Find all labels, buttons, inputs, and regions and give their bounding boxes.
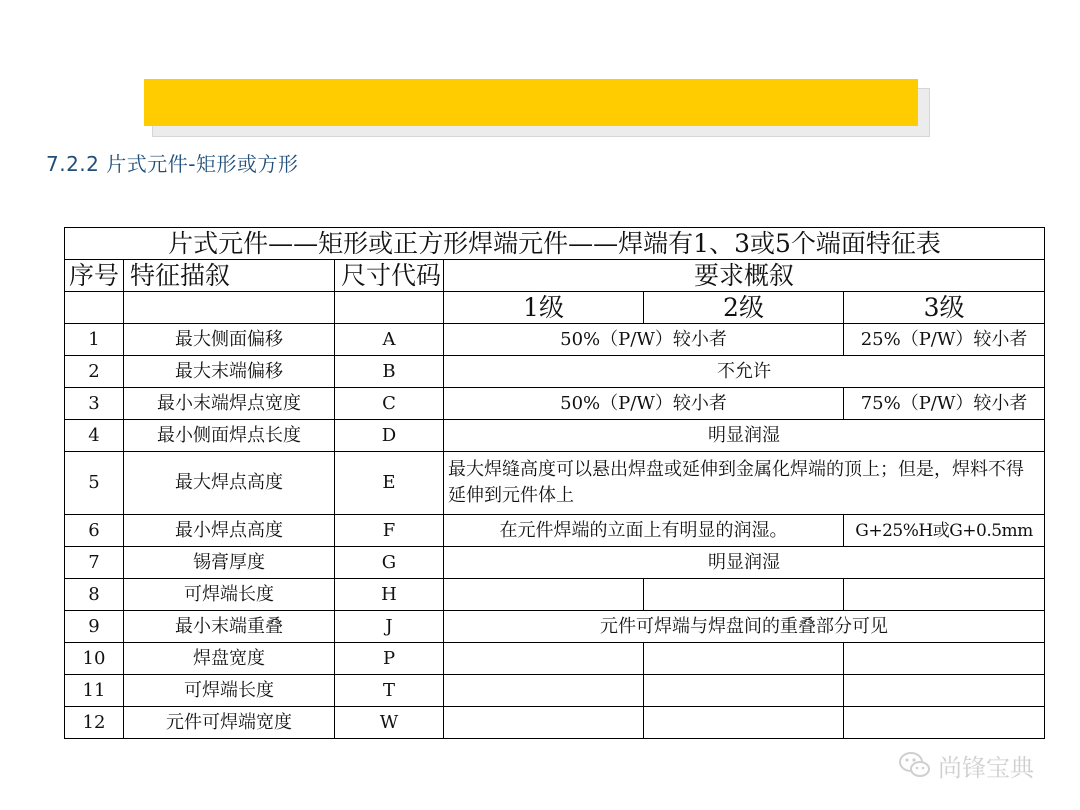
wechat-icon: [898, 750, 932, 780]
empty-cell: [124, 292, 335, 324]
header-level2: 2级: [644, 292, 844, 324]
empty-cell: [644, 707, 844, 739]
row-code: B: [335, 356, 444, 388]
feature-table: [64, 227, 1045, 739]
header-code: 尺寸代码: [335, 260, 444, 292]
row-feature: 最小末端焊点宽度: [124, 388, 335, 420]
watermark: [898, 745, 1034, 785]
table-row: [65, 547, 1045, 579]
row-code: J: [335, 611, 444, 643]
row-feature: 元件可焊端宽度: [124, 707, 335, 739]
row-seq: 10: [65, 643, 124, 675]
row-feature: 锡膏厚度: [124, 547, 335, 579]
title-banner: [144, 79, 918, 126]
row-code: H: [335, 579, 444, 611]
empty-cell: [444, 675, 644, 707]
table-row: [65, 579, 1045, 611]
table-row: [65, 611, 1045, 643]
row-seq: 5: [65, 452, 124, 515]
row-seq: 2: [65, 356, 124, 388]
table-row: [65, 707, 1045, 739]
empty-cell: [644, 643, 844, 675]
table-row: [65, 515, 1045, 547]
table-row: [65, 452, 1045, 515]
empty-cell: [644, 675, 844, 707]
table-row: [65, 388, 1045, 420]
row-seq: 1: [65, 324, 124, 356]
row-code: C: [335, 388, 444, 420]
row-req-all: 不允许: [444, 356, 1045, 388]
row-feature: 最大末端偏移: [124, 356, 335, 388]
row-req-level3: 75%（P/W）较小者: [844, 388, 1045, 420]
row-feature: 可焊端长度: [124, 675, 335, 707]
row-req-level12: 在元件焊端的立面上有明显的润湿。: [444, 515, 844, 547]
row-seq: 4: [65, 420, 124, 452]
table-row: [65, 324, 1045, 356]
row-seq: 8: [65, 579, 124, 611]
table-row: [65, 643, 1045, 675]
table-row: [65, 356, 1045, 388]
row-seq: 3: [65, 388, 124, 420]
empty-cell: [644, 579, 844, 611]
table-title: 片式元件——矩形或正方形焊端元件——焊端有1、3或5个端面特征表: [65, 228, 1045, 260]
row-req-level3: G+25%H或G+0.5mm: [844, 515, 1045, 547]
table-row: [65, 675, 1045, 707]
row-code: E: [335, 452, 444, 515]
row-code: T: [335, 675, 444, 707]
row-req-level3: 25%（P/W）较小者: [844, 324, 1045, 356]
row-seq: 11: [65, 675, 124, 707]
row-code: P: [335, 643, 444, 675]
watermark-text: 尚锋宝典: [938, 753, 1034, 782]
row-code: D: [335, 420, 444, 452]
row-req-all: 明显润湿: [444, 420, 1045, 452]
row-seq: 6: [65, 515, 124, 547]
row-seq: 9: [65, 611, 124, 643]
empty-cell: [444, 707, 644, 739]
header-seq: 序号: [65, 260, 124, 292]
row-req-all: 明显润湿: [444, 547, 1045, 579]
header-feature: 特征描叙: [124, 260, 335, 292]
table-title-row: [65, 228, 1045, 260]
row-feature: 可焊端长度: [124, 579, 335, 611]
header-level3: 3级: [844, 292, 1045, 324]
row-code: G: [335, 547, 444, 579]
empty-cell: [444, 643, 644, 675]
row-seq: 7: [65, 547, 124, 579]
row-req-level12: 50%（P/W）较小者: [444, 388, 844, 420]
row-req-all: 最大焊缝高度可以悬出焊盘或延伸到金属化焊端的顶上；但是，焊料不得延伸到元件体上: [444, 452, 1045, 515]
row-feature: 最小侧面焊点长度: [124, 420, 335, 452]
row-req-all: 元件可焊端与焊盘间的重叠部分可见: [444, 611, 1045, 643]
row-feature: 焊盘宽度: [124, 643, 335, 675]
row-req-level12: 50%（P/W）较小者: [444, 324, 844, 356]
empty-cell: [844, 579, 1045, 611]
header-row: [65, 260, 1045, 292]
empty-cell: [335, 292, 444, 324]
empty-cell: [65, 292, 124, 324]
level-header-row: [65, 292, 1045, 324]
row-code: A: [335, 324, 444, 356]
row-code: F: [335, 515, 444, 547]
row-feature: 最大焊点高度: [124, 452, 335, 515]
row-feature: 最小末端重叠: [124, 611, 335, 643]
row-seq: 12: [65, 707, 124, 739]
row-feature: 最大侧面偏移: [124, 324, 335, 356]
row-code: W: [335, 707, 444, 739]
empty-cell: [844, 675, 1045, 707]
section-title: 7.2.2 片式元件-矩形或方形: [46, 152, 299, 176]
empty-cell: [844, 707, 1045, 739]
row-feature: 最小焊点高度: [124, 515, 335, 547]
header-level1: 1级: [444, 292, 644, 324]
header-requirement: 要求概叙: [444, 260, 1045, 292]
table-row: [65, 420, 1045, 452]
empty-cell: [844, 643, 1045, 675]
empty-cell: [444, 579, 644, 611]
